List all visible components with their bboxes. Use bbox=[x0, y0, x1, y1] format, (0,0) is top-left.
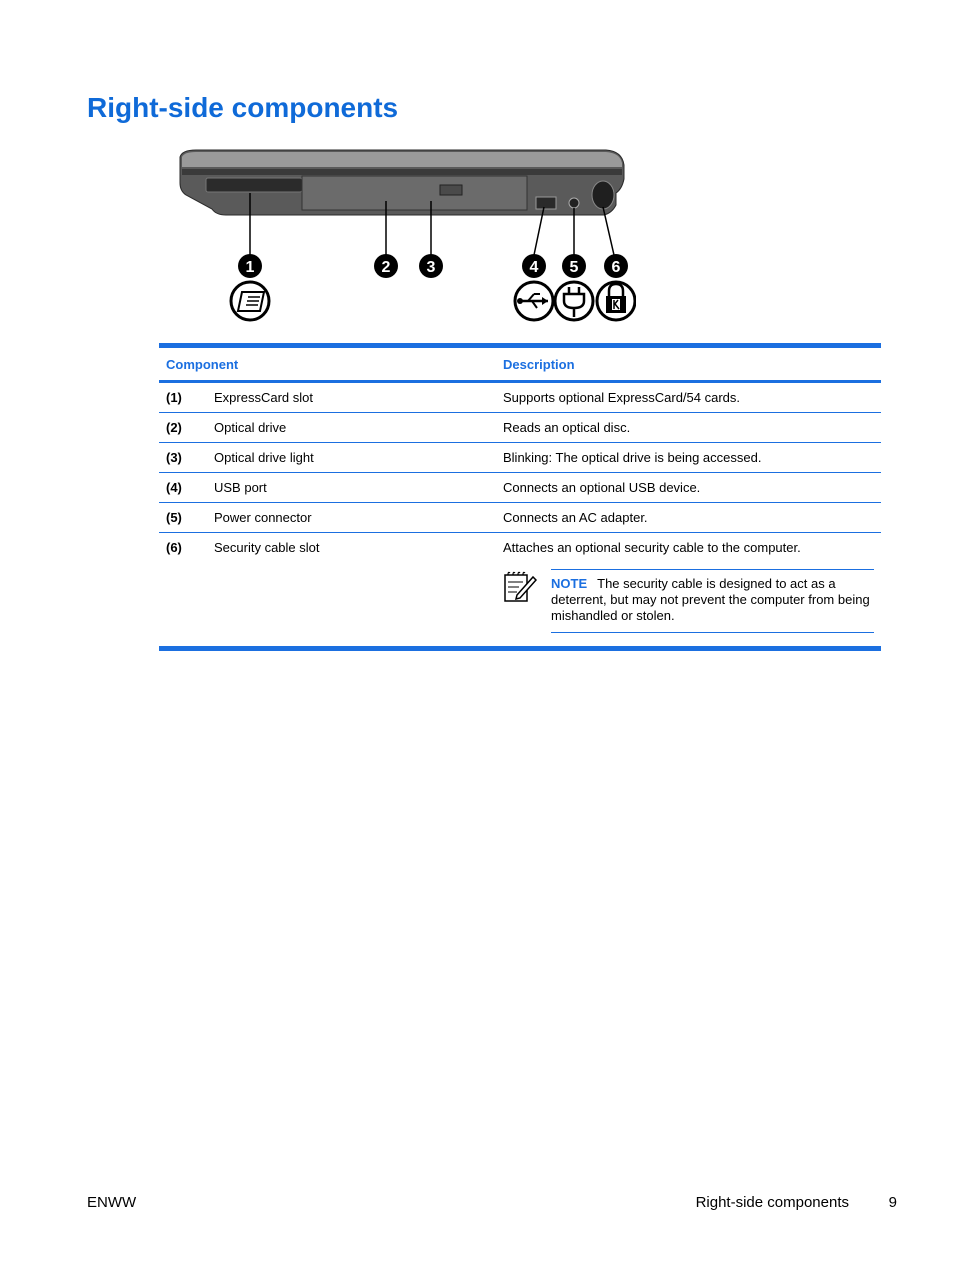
row-number: (4) bbox=[166, 480, 182, 495]
table-row bbox=[159, 382, 881, 413]
table-row bbox=[159, 533, 881, 649]
page-number: 9 bbox=[888, 1194, 897, 1211]
table-row bbox=[159, 443, 881, 473]
row-component: Optical drive light bbox=[214, 450, 314, 465]
note-icon bbox=[503, 569, 551, 633]
row-number: (2) bbox=[166, 420, 182, 435]
components-table-wrapper bbox=[159, 343, 881, 651]
table-row bbox=[159, 503, 881, 533]
footer-right bbox=[696, 1194, 897, 1211]
callout-4-label: 4 bbox=[529, 259, 539, 276]
row-number: (3) bbox=[166, 450, 182, 465]
callout-6 bbox=[604, 254, 628, 278]
table-row bbox=[159, 473, 881, 503]
row-description: Blinking: The optical drive is being accessed. bbox=[503, 450, 762, 465]
callout-6-label: 6 bbox=[611, 259, 621, 276]
callout-1-label: 1 bbox=[245, 259, 255, 276]
row-description: Connects an optional USB device. bbox=[503, 480, 701, 495]
callout-4 bbox=[522, 254, 546, 278]
row-description: Attaches an optional security cable to the computer. bbox=[503, 540, 801, 555]
header-component: Component bbox=[166, 356, 239, 372]
power-plug-icon bbox=[555, 282, 593, 320]
callout-2 bbox=[374, 254, 398, 278]
row-number: (5) bbox=[166, 510, 182, 525]
row-component: Optical drive bbox=[214, 420, 287, 435]
row-description-with-note bbox=[496, 533, 881, 649]
note-box bbox=[503, 569, 874, 633]
callout-3 bbox=[419, 254, 443, 278]
usb-icon bbox=[515, 282, 553, 320]
row-number: (6) bbox=[166, 540, 182, 555]
laptop-right-side-figure bbox=[176, 145, 636, 325]
page-title: Right-side components bbox=[87, 92, 399, 123]
callout-3-label: 3 bbox=[426, 259, 436, 276]
callout-5-label: 5 bbox=[569, 259, 579, 276]
components-table bbox=[159, 343, 881, 651]
note-label: NOTE bbox=[551, 576, 588, 591]
footer-section: Right-side components bbox=[695, 1194, 849, 1211]
security-lock-icon bbox=[597, 282, 635, 320]
row-description: Supports optional ExpressCard/54 cards. bbox=[503, 390, 741, 405]
note-body bbox=[551, 569, 874, 633]
table-row bbox=[159, 413, 881, 443]
footer-left: ENWW bbox=[87, 1194, 137, 1211]
row-number: (1) bbox=[166, 390, 182, 405]
row-description: Connects an AC adapter. bbox=[503, 510, 648, 525]
note-text: The security cable is designed to act as a deterrent, but may not prevent the computer from being mishandled or stolen. bbox=[551, 576, 870, 623]
callout-2-label: 2 bbox=[381, 259, 391, 276]
expresscard-icon bbox=[231, 282, 269, 320]
row-description: Reads an optical disc. bbox=[503, 420, 631, 435]
header-description: Description bbox=[503, 356, 575, 372]
row-component: USB port bbox=[214, 480, 267, 495]
callout-5 bbox=[562, 254, 586, 278]
row-component: ExpressCard slot bbox=[214, 390, 313, 405]
table-header-row bbox=[159, 346, 881, 382]
callout-1 bbox=[238, 254, 262, 278]
row-component: Power connector bbox=[214, 510, 312, 525]
row-component: Security cable slot bbox=[214, 540, 320, 555]
